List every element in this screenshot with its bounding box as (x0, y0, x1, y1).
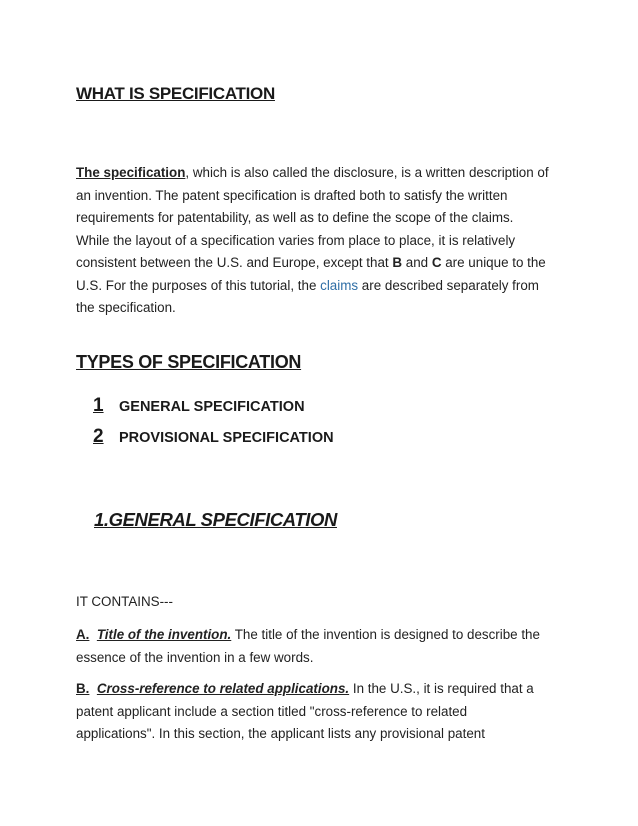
item-a-paragraph (76, 624, 564, 669)
list-item (93, 395, 334, 426)
spec-line-5b: are unique to the (441, 255, 546, 270)
spec-line-5a: consistent between the U.S. and Europe, except that (76, 255, 393, 270)
item-a-line-1: The title of the invention is designed to describe the (231, 627, 540, 642)
item-a-key: A. (76, 627, 90, 642)
specification-lead-term: The specification (76, 165, 186, 180)
spec-line-6a: U.S. For the purposes of this tutorial, the (76, 277, 321, 293)
list-label: GENERAL SPECIFICATION (119, 399, 305, 415)
item-b-line-2: patent applicant include a section titled "cross-reference to related (76, 703, 468, 719)
types-list (93, 395, 334, 457)
spec-line-4: While the layout of a specification varies from place to place, it is relatively (76, 232, 516, 248)
list-label: PROVISIONAL SPECIFICATION (119, 430, 334, 446)
item-b-title: Cross-reference to related applications. (96, 681, 350, 696)
spec-line-2: an invention. The patent specification is drafted both to satisfy the written (76, 187, 508, 203)
item-a-title: Title of the invention. (96, 627, 232, 642)
section-letter-b: B (392, 255, 403, 270)
item-b-line-3: applications". In this section, the applicant lists any provisional patent (76, 726, 485, 741)
spec-line-1: , which is also called the disclosure, is a written description of (185, 165, 549, 180)
list-number: 1 (93, 395, 104, 416)
spec-and: and (402, 255, 432, 270)
spec-line-6b: are described separately from (358, 277, 539, 293)
item-a-line-2: essence of the invention in a few words. (76, 649, 314, 665)
claims-link[interactable]: claims (320, 277, 359, 293)
heading-types-of-specification: TYPES OF SPECIFICATION (76, 352, 302, 372)
spec-line-3: requirements for patentability, as well as to define the scope of the claims. (76, 210, 514, 225)
specification-paragraph (76, 162, 564, 320)
list-item (93, 426, 334, 457)
heading-general-specification: 1.GENERAL SPECIFICATION (94, 509, 337, 530)
list-number: 2 (93, 426, 104, 447)
heading-what-is-specification: WHAT IS SPECIFICATION (76, 84, 275, 103)
item-b-key: B. (76, 681, 90, 696)
item-b-line-1: In the U.S., it is required that a (349, 681, 534, 696)
section-letter-c: C (431, 255, 442, 270)
spec-line-7: the specification. (76, 300, 176, 315)
item-b-paragraph (76, 678, 564, 746)
it-contains-label: IT CONTAINS--- (76, 594, 173, 609)
